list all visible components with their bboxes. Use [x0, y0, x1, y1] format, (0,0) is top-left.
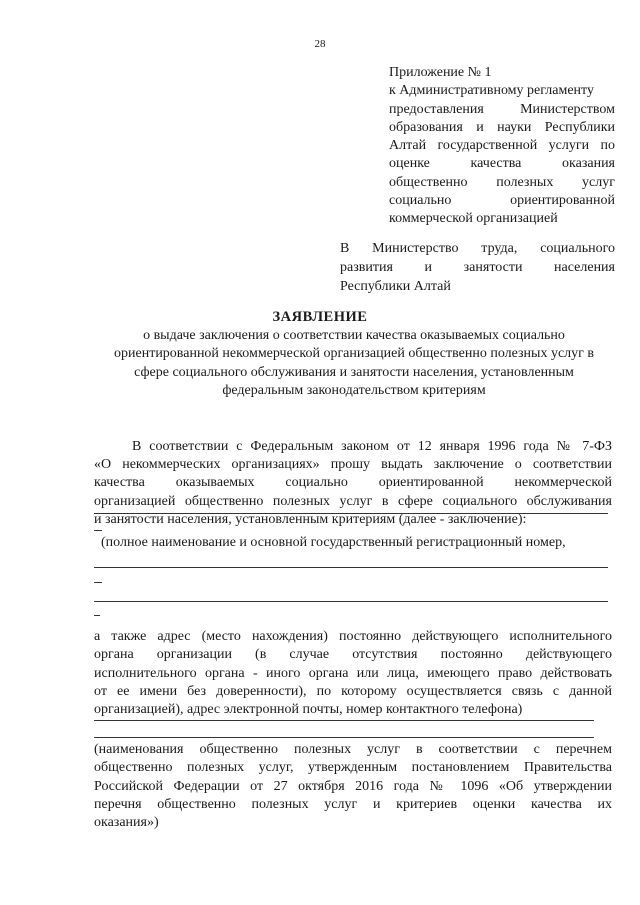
services-line: (наименования общественно полезных услуг в соответствии с перечнем: [94, 742, 612, 757]
appendix-line: к Административному регламенту: [389, 83, 594, 99]
subtitle-line: федеральным законодательством критериям: [222, 383, 486, 399]
services-line: оказания»): [94, 815, 159, 831]
request-paragraph: [94, 438, 612, 529]
appendix-line: социально ориентированной: [389, 193, 615, 209]
fill-in-line[interactable]: [94, 601, 608, 602]
appendix-line: предоставления Министерством: [389, 101, 615, 117]
appendix-header: [389, 64, 615, 229]
fill-in-line-tail: [94, 615, 100, 616]
services-line: Российской Федерации от 27 октября 2016 года № 1096 «Об утверждении: [94, 778, 612, 794]
appendix-line: образования и науки Республики: [389, 119, 615, 135]
addressee-line: развития и занятости населения: [340, 260, 615, 275]
appendix-line: Алтай государственной услуги по: [389, 138, 615, 154]
appendix-line: Приложение № 1: [389, 65, 492, 80]
appendix-line: общественно полезных услуг: [389, 174, 615, 190]
addressee-line: Республики Алтай: [340, 279, 451, 294]
appendix-line: оценке качества оказания: [389, 156, 615, 172]
address-line: а также адрес (место нахождения) постоянно действующего исполнительного: [94, 629, 612, 644]
address-line: исполнительного органа - иного органа или лица, имеющего право действовать: [94, 665, 612, 681]
addressee-line: В Министерство труда, социального: [340, 241, 615, 256]
services-line: перечня общественно полезных услуг и критериев оценки качества их: [94, 796, 612, 812]
subtitle-line: ориентированной некоммерческой организацией общественно полезных услуг в: [114, 346, 594, 362]
body-line: качества оказываемых социально ориентированной некоммерческой: [94, 475, 612, 491]
fill-in-line-tail: [94, 530, 102, 531]
fill-in-line[interactable]: [94, 720, 594, 721]
addressee-block: [340, 239, 615, 296]
page-number: 28: [314, 38, 326, 50]
body-line: В соответствии с Федеральным законом от 12 января 1996 года № 7-ФЗ: [132, 439, 612, 454]
services-caption: [94, 741, 612, 832]
fill-in-line[interactable]: [94, 567, 608, 568]
address-line: организацией), адрес электронной почты, номер контактного телефона): [94, 702, 523, 718]
subtitle-line: о выдаче заключения о соответствии качества оказываемых социально: [143, 328, 565, 343]
body-line: «О некоммерческих организациях» прошу выдать заключение о соответствии: [94, 457, 612, 473]
address-line: от ее имени без доверенности), по которому осуществляется связь с данной: [94, 683, 612, 699]
body-line: организацией общественно полезных услуг в сфере социального обслуживания: [94, 493, 612, 509]
document-title: ЗАЯВЛЕНИЕ: [272, 309, 368, 325]
services-line: общественно полезных услуг, утвержденным постановлением Правительства: [94, 760, 612, 776]
address-caption: [94, 628, 612, 719]
address-line: органа организации (в случае отсутствия постоянно действующего: [94, 647, 612, 663]
document-subtitle: [94, 327, 614, 401]
fill-in-line[interactable]: [94, 513, 608, 514]
fill-in-line[interactable]: [94, 737, 594, 738]
subtitle-line: сфере социального обслуживания и занятости населения, установленным: [134, 364, 574, 380]
appendix-line: коммерческой организацией: [389, 211, 558, 227]
fill-in-line-tail: [94, 582, 102, 583]
org-name-caption: (полное наименование и основной государственный регистрационный номер,: [101, 535, 566, 550]
body-line: и занятости населения, установленным критериям (далее - заключение):: [94, 511, 527, 527]
